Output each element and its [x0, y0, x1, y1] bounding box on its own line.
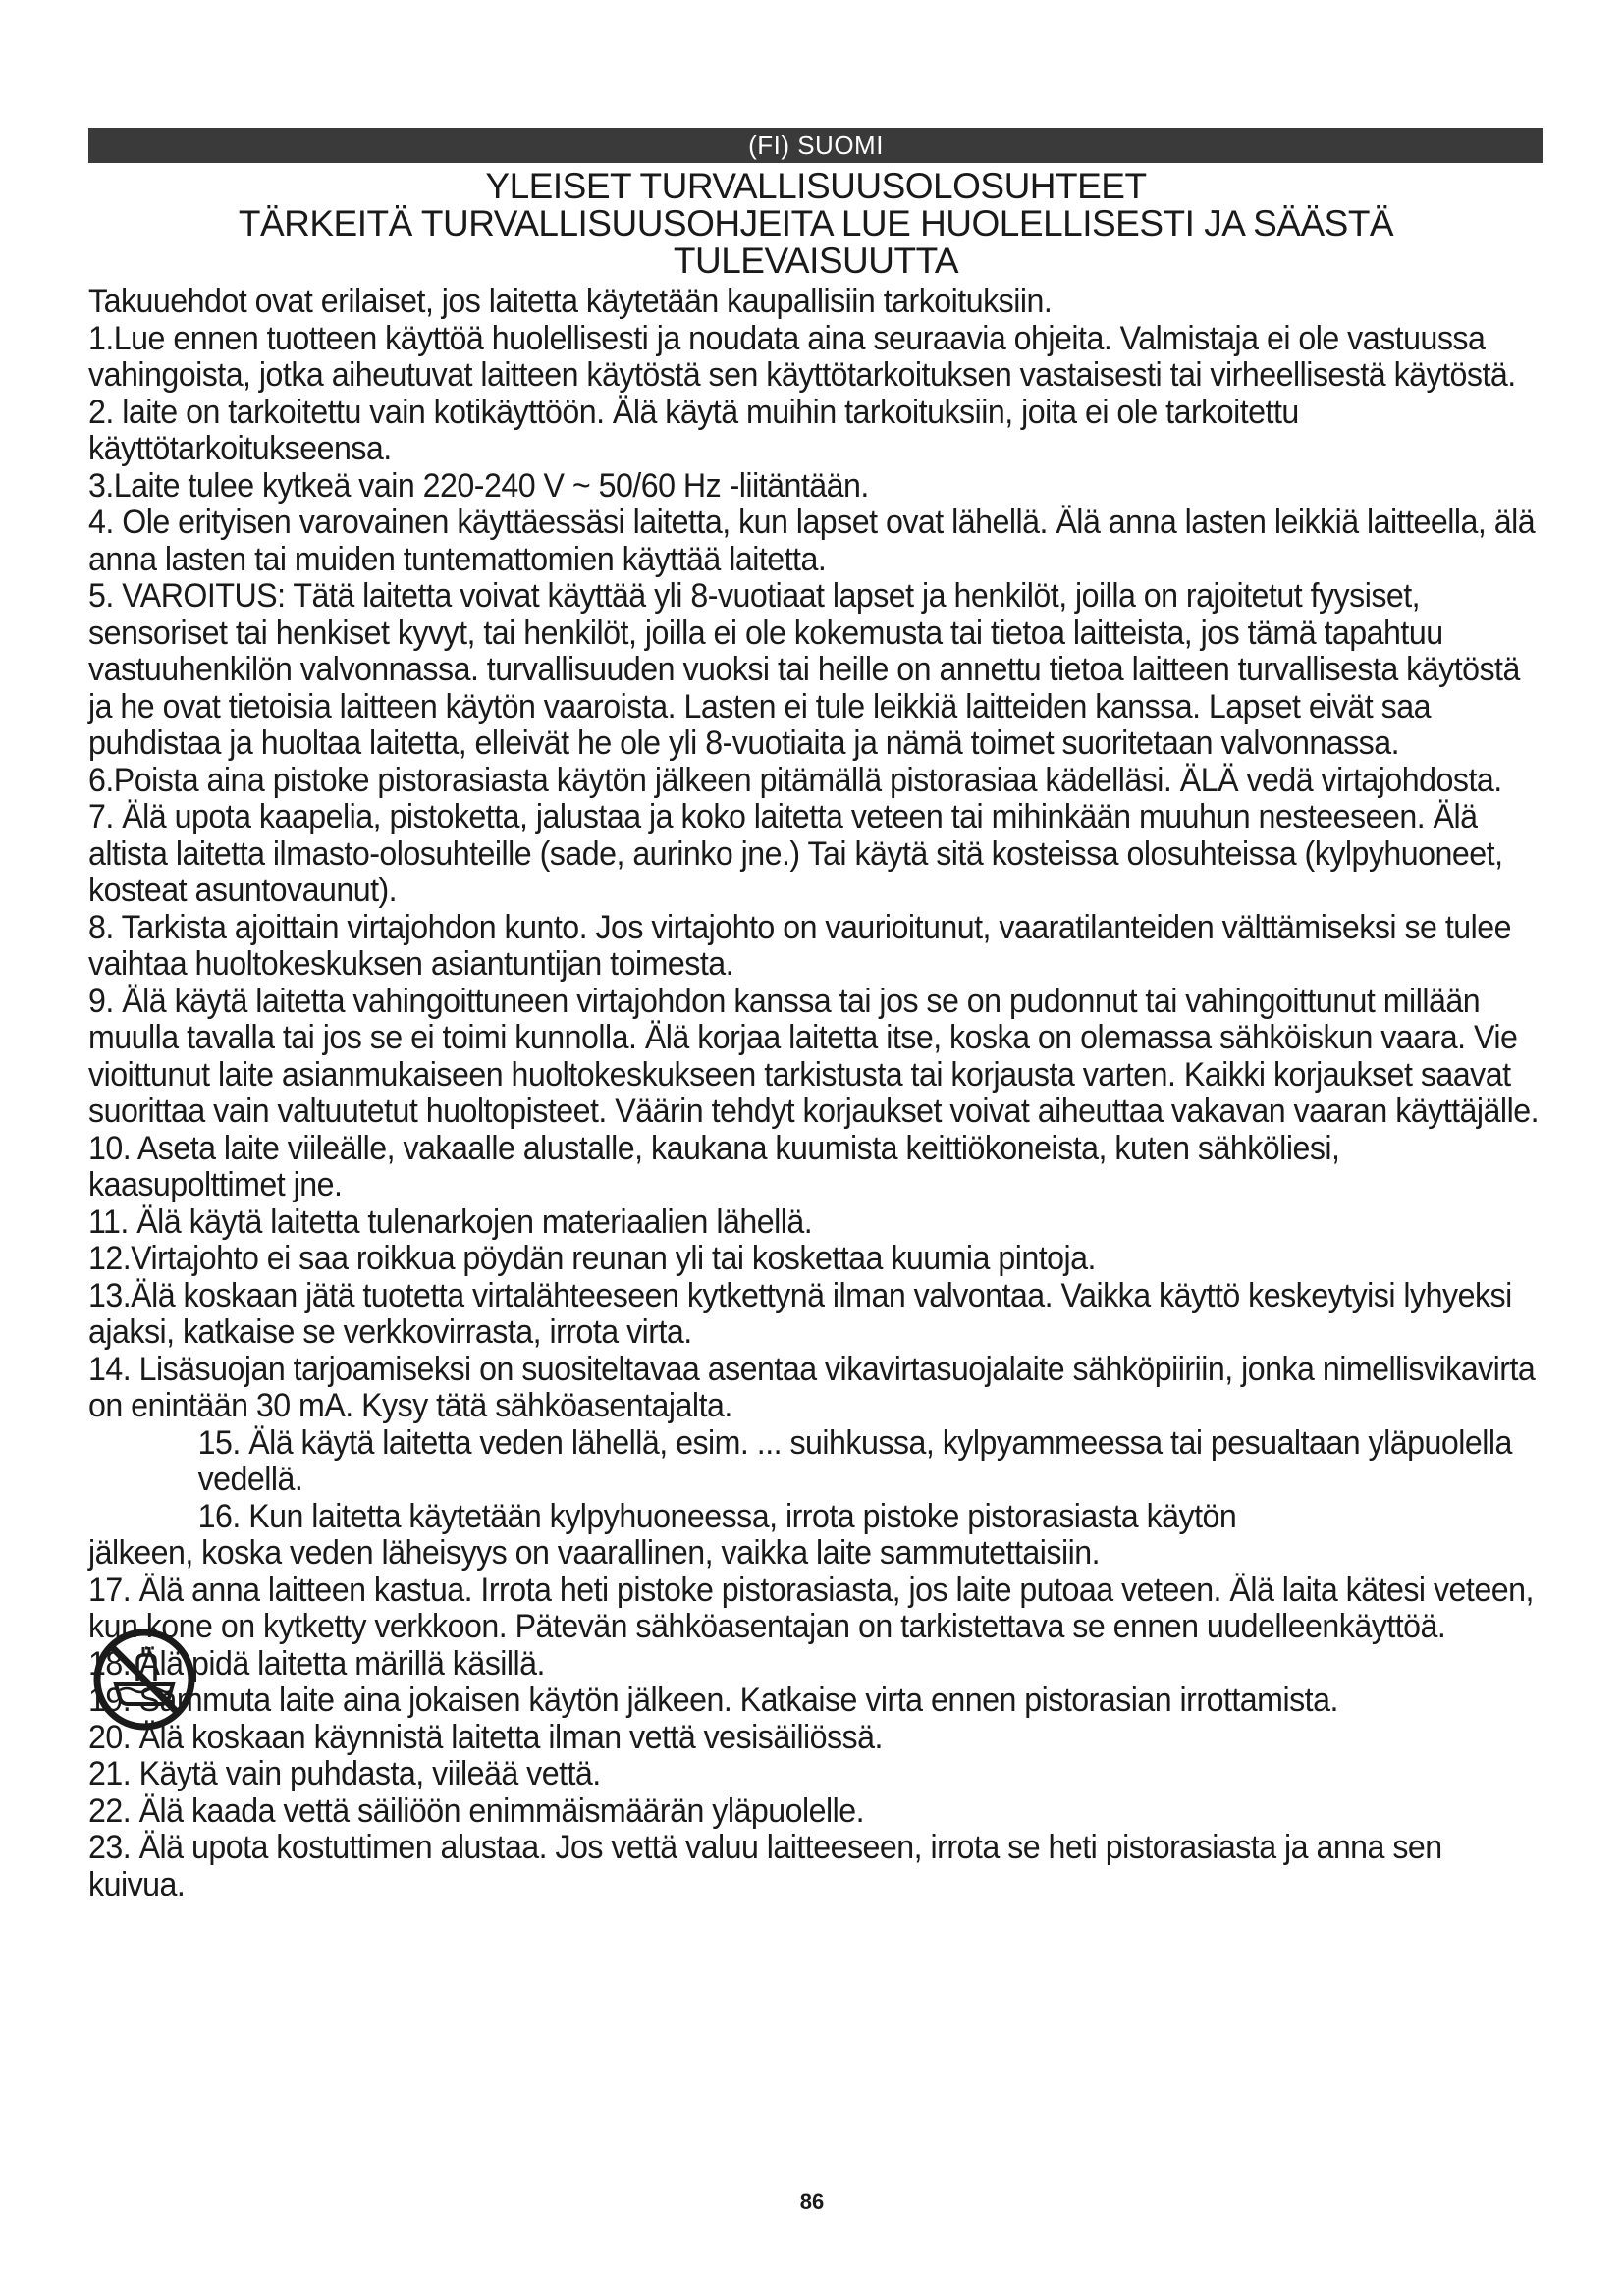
instruction-paragraph: 5. VAROITUS: Tätä laitetta voivat käyttää yli 8-vuotiaat lapset ja henkilöt, joilla on rajoitetut fyysiset, sensoriset tai henkiset kyvyt, tai henkilöt, joilla ei ole kokemusta tai tietoa laitteista, jos tämä tapahtuu vastuuhenkilön valvonnassa. turvallisuuden vuoksi tai heille on annettu tietoa laitteen turvallisesta käytöstä ja he ovat tietoisia laitteen käytön vaaroista. Lasten ei tule leikkiä laitteiden kanssa. Lapset eivät saa puhdistaa ja huoltaa laitetta, elleivät he ole yli 8-vuotiaita ja nämä toimet suoritetaan valvonnassa.	[88, 577, 1520, 762]
instruction-paragraph: 18. Älä pidä laitetta märillä käsillä.	[88, 1644, 545, 1682]
instruction-paragraph: 7. Älä upota kaapelia, pistoketta, jalustaa ja koko laitetta veteen tai mihinkään muuhun nesteeseen. Älä altista laitetta ilmasto-olosuhteille (sade, aurinko jne.) Tai käytä sitä kosteissa olosuhteissa (kylpyhuoneet, kosteat asuntovaunut).	[88, 798, 1503, 909]
instruction-paragraph: Takuuehdot ovat erilaiset, jos laitetta käytetään kaupallisiin tarkoituksiin.	[88, 283, 1053, 320]
safety-instructions	[88, 283, 1539, 1903]
instruction-paragraph: 22. Älä kaada vettä säiliöön enimmäismäärän yläpuolelle.	[88, 1791, 865, 1830]
instruction-paragraph: 23. Älä upota kostuttimen alustaa. Jos vettä valuu laitteeseen, irrota se heti pistorasiasta ja anna sen kuivua.	[88, 1829, 1442, 1903]
instruction-paragraph: 21. Käytä vain puhdasta, viileää vettä.	[88, 1755, 601, 1792]
section-title: YLEISET TURVALLISUUSOLOSUHTEET	[485, 166, 1147, 206]
instruction-paragraph: 9. Älä käytä laitetta vahingoittuneen virtajohdon kanssa tai jos se on pudonnut tai vahingoittunut millään muulla tavalla tai jos se ei toimi kunnolla. Älä korjaa laitetta itse, koska on olemassa sähköiskun vaara. Vie vioittunut laite asianmukaiseen huoltokeskukseen tarkistusta tai korjausta varten. Kaikki korjaukset saavat suorittaa vain valtuutetut huoltopisteet. Väärin tehdyt korjaukset voivat aiheuttaa vakavan vaaran käyttäjälle.	[88, 982, 1539, 1130]
instruction-paragraph: 10. Aseta laite viileälle, vakaalle alustalle, kaukana kuumista keittiökoneista, kuten sähköliesi, kaasupolttimet jne.	[88, 1129, 1340, 1203]
instruction-paragraph: 12.Virtajohto ei saa roikkua pöydän reunan yli tai koskettaa kuumia pintoja.	[88, 1240, 1096, 1277]
no-water-icon	[90, 1626, 198, 1734]
instruction-paragraph: 11. Älä käytä laitetta tulenarkojen materiaalien lähellä.	[88, 1202, 813, 1241]
instruction-paragraph: 6.Poista aina pistoke pistorasiasta käytön jälkeen pitämällä pistorasiaa kädelläsi. ÄLÄ vedä virtajohdosta.	[88, 761, 1502, 799]
language-header-bar: (FI) SUOMI	[88, 128, 1543, 163]
instruction-paragraph: 4. Ole erityisen varovainen käyttäessäsi laitetta, kun lapset ovat lähellä. Älä anna lasten leikkiä laitteella, älä anna lasten tai muiden tuntemattomien käyttää laitetta.	[88, 504, 1536, 578]
instruction-paragraph-with-icon: 16. Kun laitetta käytetään kylpyhuoneessa, irrota pistoke pistorasiasta käytön	[197, 1497, 1237, 1535]
page-number: 86	[799, 2189, 825, 2214]
instruction-paragraph: 2. laite on tarkoitettu vain kotikäyttöön. Älä käytä muihin tarkoituksiin, joita ei ole tarkoitettu käyttötarkoitukseensa.	[88, 393, 1299, 467]
instruction-paragraph: 8. Tarkista ajoittain virtajohdon kunto. Jos virtajohto on vaurioitunut, vaaratilanteiden välttämiseksi se tulee vaihtaa huoltokeskuksen asiantuntijan toimesta.	[88, 908, 1512, 983]
instruction-paragraph: 1.Lue ennen tuotteen käyttöä huolellisesti ja noudata aina seuraavia ohjeita. Valmistaja ei ole vastuussa vahingoista, jotka aiheutuvat laitteen käytöstä sen käyttötarkoituksen vastaisesti tai virheellisestä käytöstä.	[88, 319, 1516, 394]
instruction-paragraph: 13.Älä koskaan jätä tuotetta virtalähteeseen kytkettynä ilman valvontaa. Vaikka käyttö keskeytyisi lyhyeksi ajaksi, katkaise se verkkovirrasta, irrota virta.	[88, 1276, 1512, 1351]
section-subtitle-line2: TULEVAISUUTTA	[673, 240, 959, 281]
instruction-paragraph: 17. Älä anna laitteen kastua. Irrota heti pistoke pistorasiasta, jos laite putoaa veteen. Älä laita kätesi veteen, kun kone on kytketty verkkoon. Pätevän sähköasentajan on tarkistettava se ennen uudelleenkäyttöä.	[88, 1571, 1534, 1645]
instruction-paragraph: 20. Älä koskaan käynnistä laitetta ilman vettä vesisäiliössä.	[88, 1718, 883, 1756]
instruction-paragraph: 3.Laite tulee kytkeä vain 220-240 V ~ 50/60 Hz -liitäntään.	[88, 466, 869, 505]
instruction-continuation: jälkeen, koska veden läheisyys on vaarallinen, vaikka laite sammutettaisiin.	[88, 1534, 1101, 1572]
instruction-paragraph: 14. Lisäsuojan tarjoamiseksi on suositeltavaa asentaa vikavirtasuojalaite sähköpiiriin, jonka nimellisvikavirta on enintään 30 mA. Kysy tätä sähköasentajalta.	[88, 1350, 1536, 1424]
section-subtitle-line1: TÄRKEITÄ TURVALLISUUSOHJEITA LUE HUOLELLISESTI JA SÄÄSTÄ	[238, 203, 1394, 243]
instruction-paragraph: 19. Sammuta laite aina jokaisen käytön jälkeen. Katkaise virta ennen pistorasian irrottamista.	[88, 1682, 1338, 1719]
instruction-paragraph-with-icon: 15. Älä käytä laitetta veden lähellä, esim. ... suihkussa, kylpyammeessa tai pesualtaan yläpuolella vedellä.	[197, 1423, 1512, 1498]
